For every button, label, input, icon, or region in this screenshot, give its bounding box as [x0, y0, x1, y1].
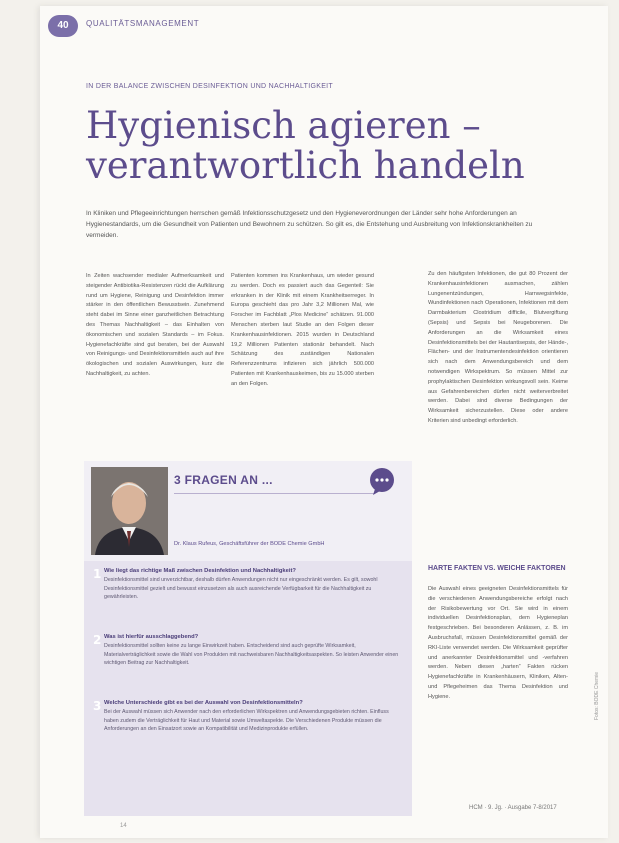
interview-box-header — [84, 461, 412, 561]
answer-text-2: Desinfektionsmittel sollten keine zu lange Einwirkzeit haben. Entscheidend sind auch geprüfte Wirksamkeit, Materialverträglichkeit sowie die Wahl von Produkten mit nachweisbaren Nachhaltigkeitsaspekten. So leisten Anwender einen wichtigen Beitrag zur Nachhaltigkeit. — [104, 643, 399, 666]
headline-line-2: verantwortlich handeln — [86, 144, 525, 187]
article-lead: In Kliniken und Pflegeeinrichtungen herrschen gemäß Infektionsschutzgesetz und den Hygieneverordnungen der Länder sehr hohe Anforderungen an Hygienestandards, um die Gesundheit von Patienten und Bewohnern zu schützen. So gilt es, die Entstehung und Ausbreitung von Infektionskrankheiten zu vermeiden. — [86, 210, 533, 239]
photo-credit: Fotos: BODE Chemie — [594, 671, 600, 720]
portrait-photo — [91, 467, 168, 555]
section-subhead: HARTE FAKTEN VS. WEICHE FAKTOREN — [428, 565, 566, 572]
speech-bubble-icon — [367, 467, 397, 495]
answer-text-1: Desinfektionsmittel sind unverzichtbar, deshalb dürfen Anwendungen nicht nur eingeschränkt werden. Es gilt, sowohl Desinfektionsmittel gezielt und bewusst einzusetzen als auch ausreichende Verfügbarkeit für die Nachhaltigkeit zu gewährleisten. — [104, 577, 378, 600]
question-number-1: 1 — [93, 567, 102, 581]
page-marker: 14 — [120, 823, 127, 829]
question-2 — [93, 633, 404, 668]
headline-line-1: Hygienisch agieren – — [86, 104, 481, 147]
article-kicker: IN DER BALANCE ZWISCHEN DESINFEKTION UND NACHHALTIGKEIT — [86, 83, 334, 90]
question-text-3: Welche Unterschiede gibt es bei der Auswahl von Desinfektionsmitteln? — [104, 700, 303, 706]
interview-box — [84, 461, 412, 816]
article-headline — [86, 106, 586, 186]
title-rule — [174, 493, 374, 494]
page-footer: HCM · 9. Jg. · Ausgabe 7-8/2017 — [469, 805, 557, 811]
interview-title: 3 FRAGEN AN ... — [174, 473, 273, 487]
question-number-3: 3 — [93, 699, 102, 713]
body-column-3: Zu den häufigsten Infektionen, die gut 80 Prozent der Krankenhausinfektionen ausmachen, zählen Lungenentzündungen, Harnwegsinfekte, Wundinfektionen nach Operationen, Infektionen mit dem Darmbakterium Clostridium difficile, Blutvergiftung (Sepsis) und Sepsis bei Neugeborenen. Die Anforderungen an die Wirksamkeit eines Desinfektionsmittels bei der Hautantisepsis, der Hände-, Flächen- und der Instrumentendesinfektion orientieren sich nach dem Anwendungsbereich und dem notwendigen Wirkspektrum. So müssen Mittel zur prophylaktischen Desinfektion wirkungsvoll sein. Keime aus Gefahrenbereichen dürfen nicht weiterverbreitet werden. Dabei sind diverse Bedingungen der Wirksamkeit sicherzustellen. Diese oder andere Kriterien sind unbedingt erforderlich. — [428, 271, 568, 424]
question-number-2: 2 — [93, 633, 102, 647]
question-text-2: Was ist hierfür ausschlaggebend? — [104, 634, 199, 640]
body-column-2: Patienten kommen ins Krankenhaus, um wieder gesund zu werden. Doch es passiert auch das Gegenteil: Sie erkranken in der Klinik mit einem Krankheitserreger. In Europa geschieht das pro Jahr 3,2 Millionen Mal, wie Forscher im Fachblatt „Plos Medicine“ schätzen. 91.000 Menschen sterben laut Studie an den Folgen dieser Krankenhausinfektionen. 2015 wurden in Deutschland 19,2 Millionen Patienten stationär behandelt. Nach Schätzung des zuständigen Nationalen Referenzzentrums infizieren sich jährlich 500.000 Patienten mit Krankenhauskeimen, bis zu 15.000 sterben an den Folgen. — [231, 273, 374, 387]
answer-text-3: Bei der Auswahl müssen sich Anwender nach den erforderlichen Wirkspektren und Anwendungsgebieten richten. Einfluss haben zudem die Verträglichkeit für Haut und Material sowie Umweltaspekte. Die Verschiedenen Produkte müssen die Anforderungen an den Einsatzort sowie an Kompatibilität und Medizinprodukte erfüllen. — [104, 709, 389, 732]
body-column-1: In Zeiten wachsender medialer Aufmerksamkeit und steigender Antibiotika-Resistenzen rückt die Aufklärung rund um Hygiene, Reinigung und Desinfektion immer stärker in den öffentlichen Bewusstsein. Zunehmend steht dabei im Sinne einer ganzheitlichen Betrachtung des Themas Nachhaltigkeit – das Einhalten von ökonomischen und sozialen Standards – im Fokus. Hygienefachkräfte sind gut beraten, bei der Auswahl von Reinigungs- und Desinfektionsmitteln auch auf ihre ökologischen und sozialen Auswirkungen, kurz die Nachhaltigkeit, zu achten. — [86, 273, 224, 377]
question-text-1: Wie liegt das richtige Maß zwischen Desinfektion und Nachhaltigkeit? — [104, 568, 296, 574]
portrait-caption: Dr. Klaus Rufeus, Geschäftsführer der BODE Chemie GmbH — [174, 541, 325, 547]
question-3 — [93, 699, 404, 734]
portrait-illustration — [91, 467, 168, 555]
page-number-badge: 40 — [48, 15, 78, 37]
section-label: QUALITÄTSMANAGEMENT — [86, 19, 200, 28]
question-1 — [93, 567, 404, 602]
body-column-3-continued: Die Auswahl eines geeigneten Desinfektionsmittels für die verschiedenen Anwendungsbereiche erfolgt nach der Risikobewertung vor Ort. Sie wird in einem individuellen Desinfektionsplan, dem Hygieneplan festgeschrieben. Bei besonderen Anlässen, z. B. im Ausbruchsfall, müssen Desinfektionsmittel gemäß der RKI-Liste verwendet werden. Die Wirksamkeit geprüfter und anerkannter Desinfektionsmittel und -verfahren werden. Neben diesen „harten“ Fakten rücken Hygienefachkräfte in Krankenhäusern, Kliniken, Alten- und Pflegeheimen das Thema Desinfektion und Hygiene. — [428, 586, 568, 700]
